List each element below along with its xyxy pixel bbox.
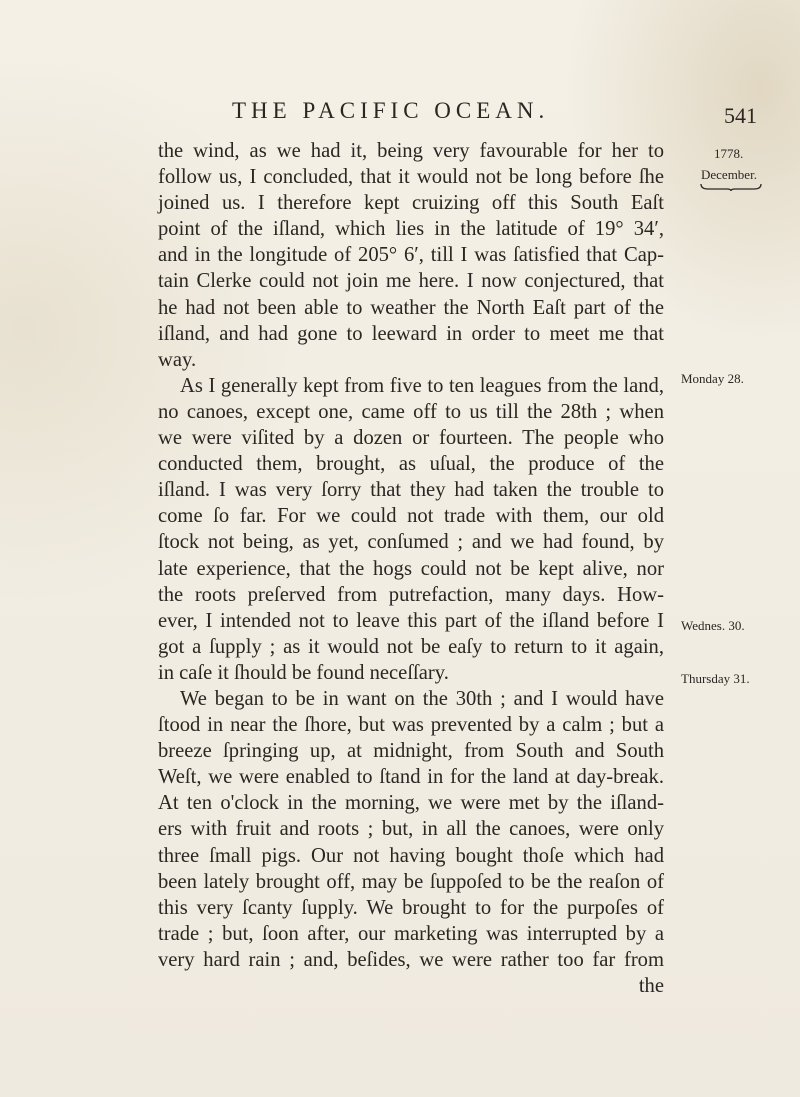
margin-date-monday: Monday 28. <box>681 371 744 386</box>
margin-date-thursday: Thursday 31. <box>681 671 750 686</box>
text-line: very hard rain ; and, beſides, we were rather too far from <box>158 948 664 971</box>
text-line: breeze ſpringing up, at midnight, from South and South <box>158 740 664 763</box>
margin-year: 1778. <box>714 146 744 161</box>
text-line: trade ; but, ſoon after, our marketing was interrupted by a <box>158 922 664 945</box>
text-line: At ten o'clock in the morning, we were met by the iſland- <box>158 792 664 815</box>
text-line: ſtock not being, as yet, conſumed ; and we had found, by <box>158 531 664 554</box>
text-line: and in the longitude of 205° 6′, till I was ſatisfied that Cap- <box>158 244 664 267</box>
text-line: three ſmall pigs. Our not having bought thoſe which had <box>158 844 664 867</box>
text-line: We began to be in want on the 30th ; and I would have <box>180 687 664 710</box>
text-line: no canoes, except one, came off to us till the 28th ; when <box>158 400 664 423</box>
text-line: way. <box>158 348 197 371</box>
text-line: iſland, and had gone to leeward in order to meet me that <box>158 322 664 345</box>
text-line: ers with fruit and roots ; but, in all the canoes, were only <box>158 818 664 841</box>
text-line: tain Clerke could not join me here. I now conjectured, that <box>158 270 664 293</box>
page-number: 541 <box>724 103 757 128</box>
text-line: Weſt, we were enabled to ſtand in for the land at day-break. <box>158 766 664 789</box>
text-line: this very ſcanty ſupply. We brought to for the purpoſes of <box>158 896 664 919</box>
catchword: the <box>638 975 664 997</box>
text-line: joined us. I therefore kept cruizing off this South Eaſt <box>158 192 664 215</box>
text-line: late experience, that the hogs could not be kept alive, nor <box>158 557 664 580</box>
text-line: the wind, as we had it, being very favourable for her to <box>158 140 664 162</box>
text-line: point of the iſland, which lies in the latitude of 19° 34′, <box>158 218 664 241</box>
margin-date-wednesday: Wednes. 30. <box>681 618 745 633</box>
text-line: been lately brought off, may be ſuppoſed to be the reaſon of <box>158 870 664 893</box>
text-line: iſland. I was very ſorry that they had taken the trouble to <box>158 479 664 502</box>
text-line: we were viſited by a dozen or fourteen. The people who <box>158 427 664 450</box>
brace-icon <box>700 183 762 191</box>
text-line: he had not been able to weather the North Eaſt part of the <box>158 296 664 319</box>
text-line: As I generally kept from five to ten leagues from the land, <box>180 374 664 397</box>
text-line: in caſe it ſhould be found neceſſary. <box>158 661 449 684</box>
text-line: follow us, I concluded, that it would not be long before ſhe <box>158 166 664 189</box>
text-line: ſtood in near the ſhore, but was prevented by a calm ; but a <box>158 714 664 737</box>
text-line: come ſo far. For we could not trade with them, our old <box>158 505 664 528</box>
text-line: got a ſupply ; as it would not be eaſy to return to it again, <box>158 635 664 658</box>
text-line: the roots preſerved from putrefaction, many days. How- <box>158 583 664 606</box>
margin-month: December. <box>701 167 757 182</box>
text-line: ever, I intended not to leave this part of the iſland before I <box>158 609 664 632</box>
text-line: conducted them, brought, as uſual, the produce of the <box>158 453 664 476</box>
body-text <box>158 138 664 999</box>
running-head: THE PACIFIC OCEAN. <box>232 98 550 123</box>
